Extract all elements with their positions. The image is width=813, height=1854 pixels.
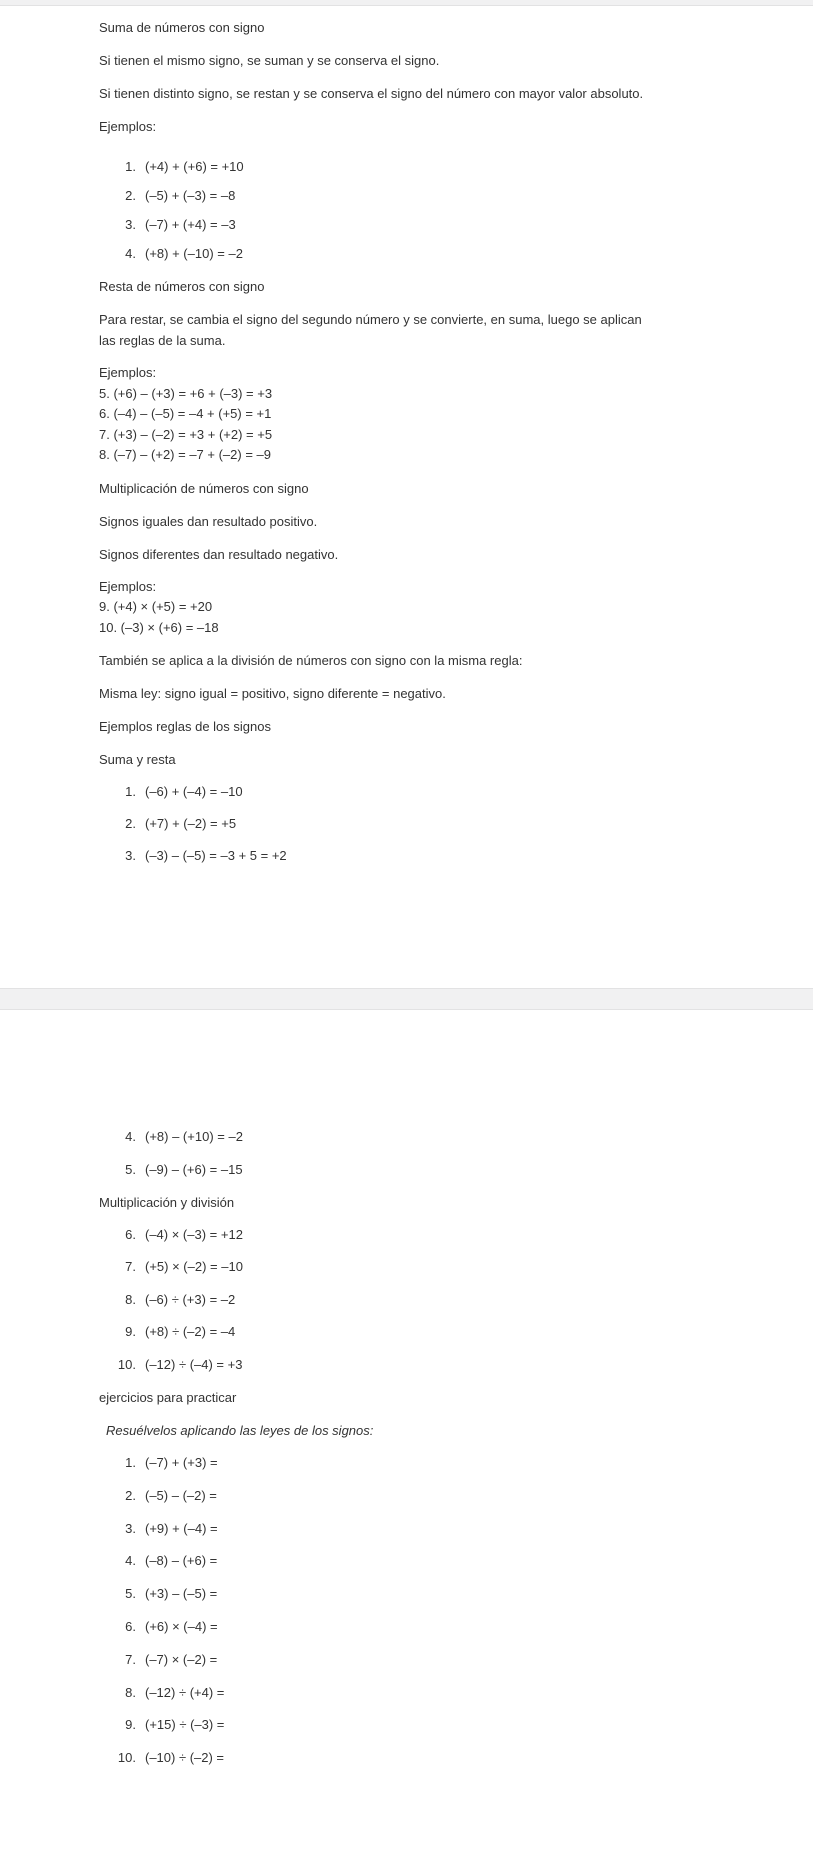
item-number: 3.	[125, 1520, 136, 1536]
list-item	[99, 1126, 654, 1147]
examples-list-suma-resta	[99, 781, 654, 866]
item-number: 1.	[125, 159, 136, 174]
list-item	[99, 1159, 654, 1180]
item-expression: (+9) + (–4) =	[145, 1520, 218, 1536]
item-expression: (+7) + (–2) = +5	[145, 816, 237, 831]
list-item	[99, 1518, 654, 1539]
instruction-resuelvelos: Resuélvelos aplicando las leyes de los signos:	[106, 1422, 374, 1438]
para-misma-ley: Misma ley: signo igual = positivo, signo diferente = negativo.	[99, 686, 446, 701]
list-item	[99, 1289, 654, 1310]
text-line: Ejemplos:	[99, 365, 157, 380]
text-line: 10. (–3) × (+6) = –18	[99, 619, 219, 635]
examples-list-multiplicacion-division	[99, 1224, 654, 1375]
item-expression: (+8) – (+10) = –2	[145, 1129, 243, 1144]
item-number: 6.	[125, 1619, 136, 1635]
heading-multiplicacion-numeros-con-signo: Multiplicación de números con signo	[99, 480, 309, 496]
item-expression: (–12) ÷ (–4) = +3	[145, 1356, 243, 1372]
list-item	[99, 1616, 654, 1637]
item-number: 3.	[125, 217, 136, 232]
item-expression: (+3) – (–5) =	[145, 1586, 218, 1602]
list-item	[99, 1583, 654, 1604]
item-expression: (–12) ÷ (+4) =	[145, 1684, 225, 1700]
list-item	[99, 185, 654, 206]
heading-suma-numeros-con-signo: Suma de números con signo	[99, 20, 265, 35]
item-number: 7.	[125, 1651, 136, 1667]
item-number: 3.	[125, 848, 136, 863]
item-number: 8.	[125, 1684, 136, 1700]
list-item	[99, 781, 654, 802]
item-number: 9.	[125, 1324, 136, 1340]
list-item	[99, 1452, 654, 1473]
para-signos-iguales: Signos iguales dan resultado positivo.	[99, 513, 318, 529]
list-item	[99, 1649, 654, 1670]
item-expression: (+8) + (–10) = –2	[145, 246, 243, 261]
list-item	[99, 214, 654, 235]
list-item	[99, 1714, 654, 1735]
examples-list-suma	[99, 156, 654, 264]
item-expression: (+8) ÷ (–2) = –4	[145, 1324, 236, 1340]
list-item	[99, 1485, 654, 1506]
item-number: 5.	[125, 1161, 136, 1177]
examples-block-multiplicacion	[99, 577, 754, 639]
item-expression: (–7) + (+3) =	[145, 1455, 218, 1471]
item-expression: (–4) × (–3) = +12	[145, 1226, 243, 1242]
item-expression: (–10) ÷ (–2) =	[145, 1750, 225, 1766]
item-expression: (–8) – (+6) =	[145, 1553, 218, 1569]
heading-ejercicios-para-practicar: ejercicios para practicar	[99, 1389, 237, 1405]
para-signos-diferentes: Signos diferentes dan resultado negativo.	[99, 546, 339, 562]
list-item	[99, 813, 654, 834]
document-page-2	[0, 1010, 813, 1790]
list-item	[99, 1224, 654, 1245]
text-line: Ejemplos:	[99, 578, 157, 594]
item-expression: (–6) + (–4) = –10	[145, 784, 243, 799]
label-ejemplos-suma: Ejemplos:	[99, 119, 157, 134]
item-number: 10.	[117, 1356, 136, 1372]
item-number: 9.	[125, 1717, 136, 1733]
item-number: 5.	[125, 1586, 136, 1602]
item-number: 8.	[125, 1291, 136, 1307]
text-line: 5. (+6) – (+3) = +6 + (–3) = +3	[99, 385, 273, 401]
para-division-misma-regla: También se aplica a la división de números con signo con la misma regla:	[99, 653, 523, 668]
item-number: 4.	[125, 1553, 136, 1569]
item-expression: (–7) × (–2) =	[145, 1651, 218, 1667]
text-line: 9. (+4) × (+5) = +20	[99, 599, 213, 614]
item-number: 10.	[117, 1750, 136, 1766]
item-number: 4.	[125, 246, 136, 261]
heading-multiplicacion-y-division: Multiplicación y división	[99, 1194, 235, 1210]
item-expression: (–6) ÷ (+3) = –2	[145, 1291, 236, 1307]
item-expression: (–3) – (–5) = –3 + 5 = +2	[145, 848, 287, 863]
examples-block-resta	[99, 363, 754, 466]
list-item	[99, 156, 654, 177]
document-page-1	[0, 6, 813, 988]
item-expression: (–9) – (+6) = –15	[145, 1161, 243, 1177]
list-item	[99, 845, 654, 866]
item-expression: (–5) + (–3) = –8	[145, 188, 236, 203]
item-number: 2.	[125, 188, 136, 203]
item-number: 7.	[125, 1259, 136, 1275]
item-number: 2.	[125, 816, 136, 831]
item-number: 4.	[125, 1129, 136, 1144]
item-expression: (+15) ÷ (–3) =	[145, 1717, 225, 1733]
heading-resta-numeros-con-signo: Resta de números con signo	[99, 279, 265, 294]
item-expression: (+4) + (+6) = +10	[145, 159, 244, 174]
para-regla-resta: Para restar, se cambia el signo del segundo número y se convierte, en suma, luego se aplican las reglas de la suma.	[99, 312, 642, 348]
item-number: 1.	[125, 1455, 136, 1471]
item-expression: (+6) × (–4) =	[145, 1619, 218, 1635]
list-item	[99, 1550, 654, 1571]
text-line: 6. (–4) – (–5) = –4 + (+5) = +1	[99, 406, 272, 421]
list-item	[99, 1747, 654, 1768]
list-item	[99, 1682, 654, 1703]
list-item	[99, 1256, 654, 1277]
page-break-gap	[0, 988, 813, 1010]
practice-exercises-list	[99, 1452, 654, 1768]
item-number: 6.	[125, 1226, 136, 1242]
heading-suma-y-resta: Suma y resta	[99, 752, 176, 767]
item-expression: (–5) – (–2) =	[145, 1487, 217, 1503]
list-item	[99, 1354, 654, 1375]
text-line: 8. (–7) – (+2) = –7 + (–2) = –9	[99, 447, 271, 462]
para-regla-mismo-signo: Si tienen el mismo signo, se suman y se conserva el signo.	[99, 53, 440, 68]
list-item	[99, 1321, 654, 1342]
para-regla-distinto-signo: Si tienen distinto signo, se restan y se conserva el signo del número con mayor valor absoluto.	[99, 86, 644, 101]
examples-list-suma-resta-continued	[99, 1126, 654, 1180]
list-item	[99, 243, 654, 264]
item-number: 2.	[125, 1487, 136, 1503]
item-number: 1.	[125, 784, 136, 799]
heading-ejemplos-reglas-signos: Ejemplos reglas de los signos	[99, 719, 271, 734]
item-expression: (+5) × (–2) = –10	[145, 1259, 243, 1275]
text-line: 7. (+3) – (–2) = +3 + (+2) = +5	[99, 426, 273, 442]
item-expression: (–7) + (+4) = –3	[145, 217, 236, 232]
